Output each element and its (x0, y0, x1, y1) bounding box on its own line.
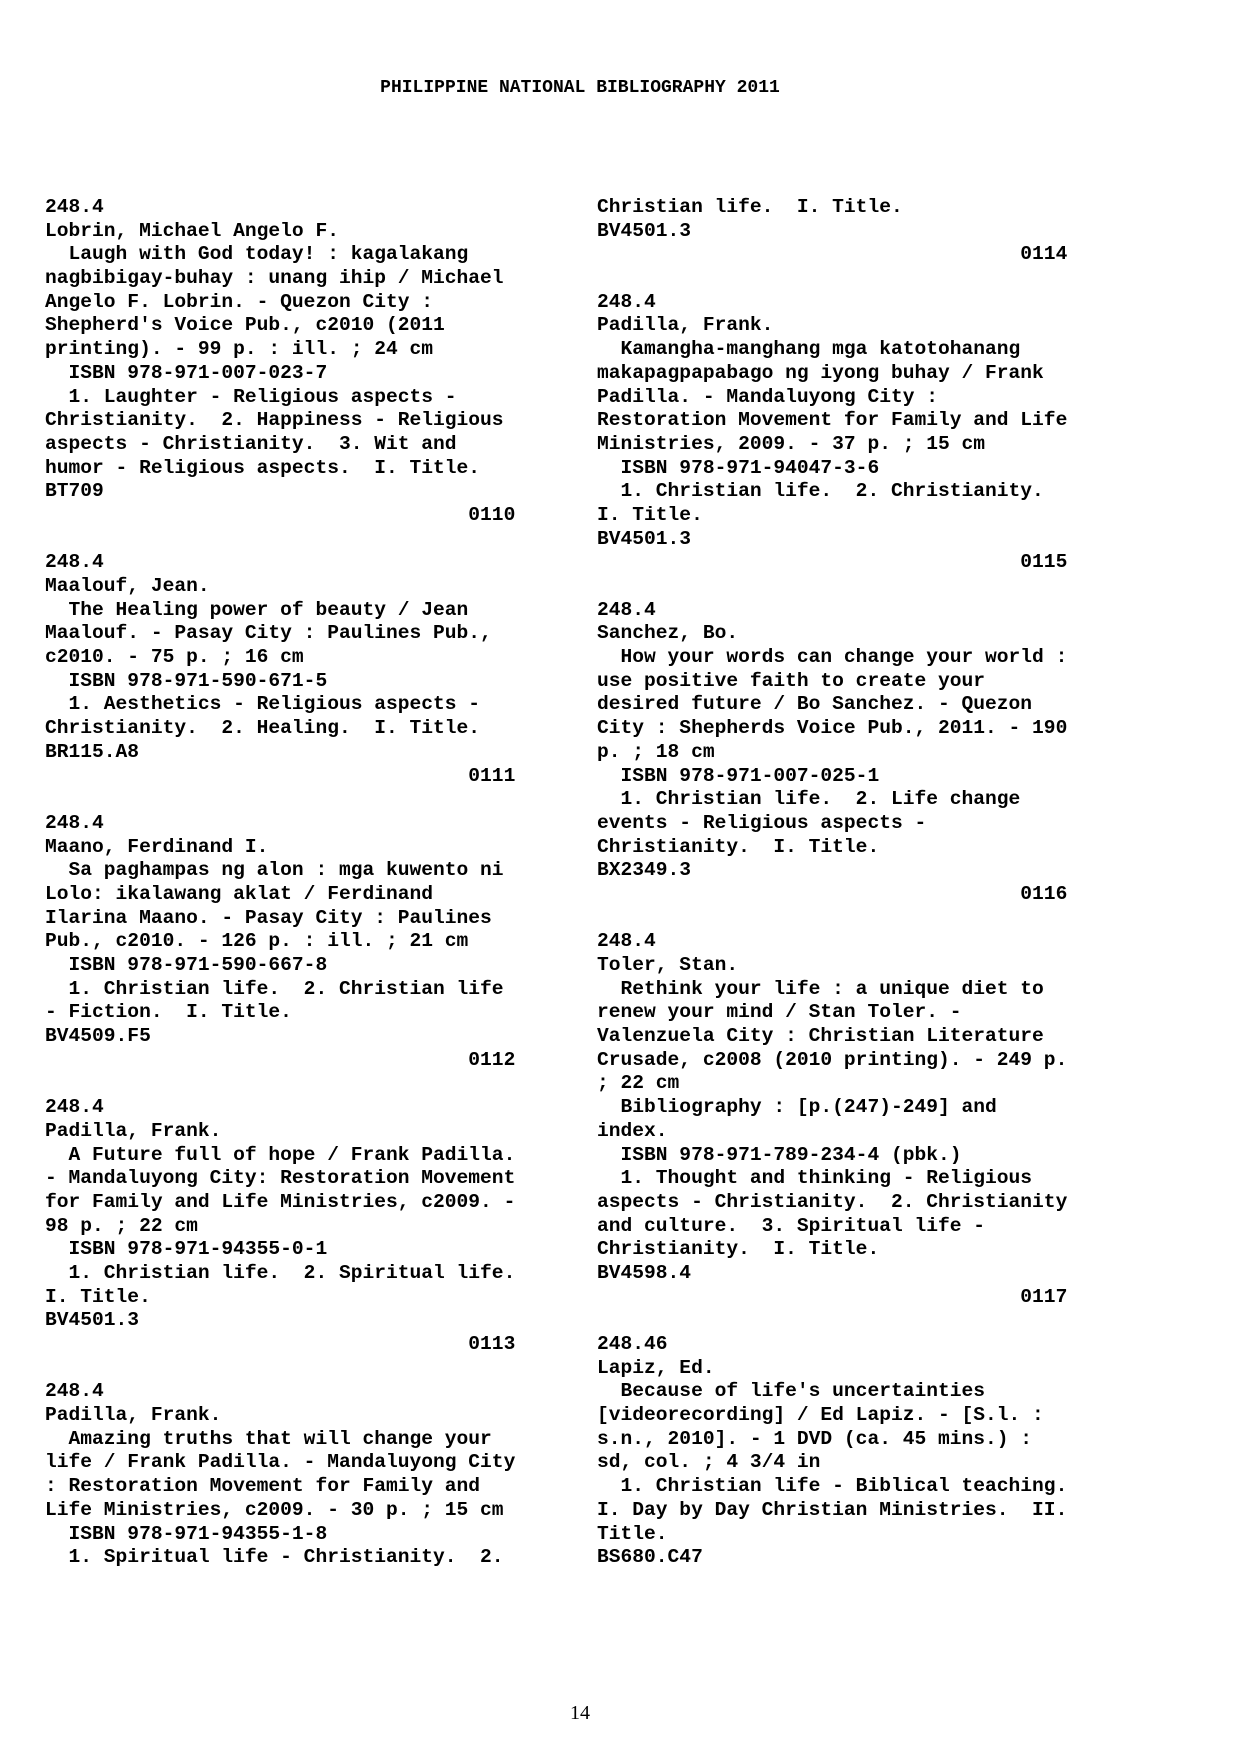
bibliography-entry (45, 1096, 545, 1357)
bibliography-entry (597, 1333, 1117, 1570)
bibliography-entry (45, 812, 545, 1073)
entry-line: c2010. - 75 p. ; 16 cm (45, 646, 304, 669)
entry-line: ISBN 978-971-94047-3-6 (597, 456, 880, 479)
entry-spacer (45, 788, 545, 812)
entry-line: - Mandaluyong City: Restoration Movement (45, 1167, 516, 1190)
entry-line: 0111 (45, 764, 516, 787)
entry-line: ; 22 cm (597, 1072, 680, 1095)
entry-line: BT709 (45, 480, 104, 503)
entry-line: Restoration Movement for Family and Life (597, 409, 1068, 432)
entry-line: Sanchez, Bo. (597, 622, 739, 645)
entry-line: 1. Christian life - Biblical teaching. (597, 1475, 1068, 1498)
entry-line: Padilla, Frank. (45, 1404, 222, 1427)
entry-line: Title. (597, 1522, 668, 1545)
entry-line: ISBN 978-971-789-234-4 (pbk.) (597, 1143, 962, 1166)
entry-line: ISBN 978-971-94355-1-8 (45, 1522, 328, 1545)
entry-line: sd, col. ; 4 3/4 in (597, 1451, 821, 1474)
entry-line: ISBN 978-971-94355-0-1 (45, 1238, 328, 1261)
entry-line: 248.4 (597, 930, 656, 953)
entry-line: aspects - Christianity. 3. Wit and (45, 432, 457, 455)
entry-line: Lobrin, Michael Angelo F. (45, 219, 339, 242)
entry-line: ISBN 978-971-590-667-8 (45, 954, 328, 976)
entry-line: : Restoration Movement for Family and (45, 1475, 481, 1498)
entry-spacer (45, 1357, 545, 1381)
entry-line: desired future / Bo Sanchez. - Quezon (597, 693, 1033, 716)
bibliography-entry (45, 1380, 545, 1570)
entry-line: 248.4 (45, 551, 104, 574)
entry-line: Maalouf, Jean. (45, 575, 210, 597)
entry-line: 1. Thought and thinking - Religious (597, 1167, 1033, 1190)
entry-line: makapagpapabago ng iyong buhay / Frank (597, 361, 1044, 384)
page-number: 14 (570, 1702, 590, 1724)
entry-line: The Healing power of beauty / Jean (45, 598, 469, 621)
page-header: PHILIPPINE NATIONAL BIBLIOGRAPHY 2011 (380, 78, 780, 98)
entry-line: printing). - 99 p. : ill. ; 24 cm (45, 338, 434, 361)
entry-line: 248.4 (45, 811, 104, 834)
entry-line: and culture. 3. Spiritual life - (597, 1214, 986, 1237)
entry-line: 1. Christian life. 2. Christian life (45, 977, 504, 1000)
entry-line: Christianity. I. Title. (597, 1238, 880, 1261)
entry-line: 248.4 (45, 1096, 104, 1119)
bibliography-entry (597, 599, 1117, 907)
entry-line: 1. Christian life. 2. Christianity. (597, 480, 1044, 503)
entry-line: 248.4 (45, 1380, 104, 1403)
entry-line: I. Title. (597, 503, 703, 526)
entry-line: 0112 (45, 1048, 516, 1071)
entry-spacer (597, 907, 1117, 931)
entry-line: 0116 (597, 882, 1068, 905)
entry-line: 0113 (45, 1333, 516, 1355)
entry-line: 1. Aesthetics - Religious aspects - (45, 693, 481, 716)
bibliography-entry (45, 196, 545, 528)
entry-line: 1. Christian life. 2. Life change (597, 788, 1021, 811)
entry-line: renew your mind / Stan Toler. - (597, 1001, 962, 1024)
entry-line: Christian life. I. Title. (597, 196, 903, 218)
entry-line: I. Day by Day Christian Ministries. II. (597, 1498, 1068, 1521)
bibliography-entry (597, 291, 1117, 575)
entry-line: Pub., c2010. - 126 p. : ill. ; 21 cm (45, 930, 469, 953)
entry-spacer (597, 575, 1117, 599)
entry-line: ISBN 978-971-590-671-5 (45, 669, 328, 692)
entry-line: Lolo: ikalawang aklat / Ferdinand (45, 882, 434, 905)
entry-line: City : Shepherds Voice Pub., 2011. - 190 (597, 717, 1068, 740)
entry-line: Padilla, Frank. (597, 314, 774, 337)
entry-line: Lapiz, Ed. (597, 1356, 715, 1379)
entry-line: [videorecording] / Ed Lapiz. - [S.l. : (597, 1404, 1044, 1427)
entry-line: Life Ministries, c2009. - 30 p. ; 15 cm (45, 1498, 504, 1521)
entry-line: 248.46 (597, 1333, 668, 1355)
entry-line: How your words can change your world : (597, 646, 1068, 669)
right-column (597, 196, 1117, 1570)
entry-spacer (597, 1309, 1117, 1333)
entry-line: Amazing truths that will change your (45, 1427, 492, 1450)
entry-line: BV4501.3 (45, 1309, 140, 1332)
entry-spacer (45, 528, 545, 552)
entry-line: use positive faith to create your (597, 669, 986, 692)
entry-line: BX2349.3 (597, 859, 692, 882)
entry-line: 0115 (597, 551, 1068, 574)
entry-line: Angelo F. Lobrin. - Quezon City : (45, 290, 434, 313)
entry-line: life / Frank Padilla. - Mandaluyong City (45, 1451, 516, 1474)
entry-line: p. ; 18 cm (597, 740, 715, 763)
entry-line: nagbibigay-buhay : unang ihip / Michael (45, 267, 504, 290)
entry-line: 1. Laughter - Religious aspects - (45, 385, 457, 408)
entry-line: Padilla, Frank. (45, 1119, 222, 1142)
entry-line: 248.4 (45, 196, 104, 218)
entry-line: Christianity. I. Title. (597, 835, 880, 858)
entry-line: Laugh with God today! : kagalakang (45, 243, 469, 266)
entry-line: 1. Christian life. 2. Spiritual life. (45, 1261, 516, 1284)
entry-line: Maano, Ferdinand I. (45, 835, 269, 858)
entry-line: BV4509.F5 (45, 1025, 151, 1048)
entry-line: I. Title. (45, 1285, 151, 1308)
entry-line: BV4598.4 (597, 1261, 692, 1284)
entry-line: Rethink your life : a unique diet to (597, 977, 1044, 1000)
entry-line: BR115.A8 (45, 740, 140, 763)
bibliography-entry (597, 196, 1117, 267)
entry-line: Kamangha-manghang mga katotohanang (597, 338, 1021, 361)
entry-line: ISBN 978-971-007-025-1 (597, 764, 880, 787)
entry-line: BV4501.3 (597, 527, 692, 550)
entry-line: Maalouf. - Pasay City : Paulines Pub., (45, 622, 492, 645)
entry-line: Christianity. 2. Happiness - Religious (45, 409, 504, 432)
entry-line: index. (597, 1119, 668, 1142)
entry-line: Toler, Stan. (597, 954, 739, 976)
entry-line: ISBN 978-971-007-023-7 (45, 361, 328, 384)
entry-line: 248.4 (597, 598, 656, 621)
entry-line: A Future full of hope / Frank Padilla. (45, 1143, 516, 1166)
entry-line: Ilarina Maano. - Pasay City : Paulines (45, 906, 492, 929)
entry-line: Crusade, c2008 (2010 printing). - 249 p. (597, 1048, 1068, 1071)
entry-line: for Family and Life Ministries, c2009. - (45, 1190, 516, 1213)
entry-spacer (597, 267, 1117, 291)
entry-line: Padilla. - Mandaluyong City : (597, 385, 938, 408)
entry-line: Ministries, 2009. - 37 p. ; 15 cm (597, 432, 986, 455)
entry-line: aspects - Christianity. 2. Christianity (597, 1190, 1068, 1213)
entry-line: 248.4 (597, 290, 656, 313)
entry-line: Valenzuela City : Christian Literature (597, 1025, 1044, 1048)
entry-line: s.n., 2010]. - 1 DVD (ca. 45 mins.) : (597, 1427, 1033, 1450)
entry-line: Shepherd's Voice Pub., c2010 (2011 (45, 314, 445, 337)
entry-line: 98 p. ; 22 cm (45, 1214, 198, 1237)
bibliography-entry (45, 551, 545, 788)
bibliography-entry (597, 930, 1117, 1309)
entry-line: events - Religious aspects - (597, 811, 927, 834)
entry-line: BS680.C47 (597, 1546, 703, 1569)
entry-line: 1. Spiritual life - Christianity. 2. (45, 1546, 504, 1569)
left-column (45, 196, 545, 1570)
entry-line: 0117 (597, 1285, 1068, 1308)
entry-line: 0110 (45, 503, 516, 526)
entry-line: Because of life's uncertainties (597, 1380, 986, 1403)
entry-line: Sa paghampas ng alon : mga kuwento ni (45, 859, 504, 882)
entry-line: Bibliography : [p.(247)-249] and (597, 1096, 997, 1119)
entry-line: BV4501.3 (597, 219, 692, 242)
entry-line: humor - Religious aspects. I. Title. (45, 456, 481, 479)
entry-line: 0114 (597, 243, 1068, 266)
entry-spacer (45, 1072, 545, 1096)
entry-line: Christianity. 2. Healing. I. Title. (45, 717, 481, 740)
entry-line: - Fiction. I. Title. (45, 1001, 292, 1024)
